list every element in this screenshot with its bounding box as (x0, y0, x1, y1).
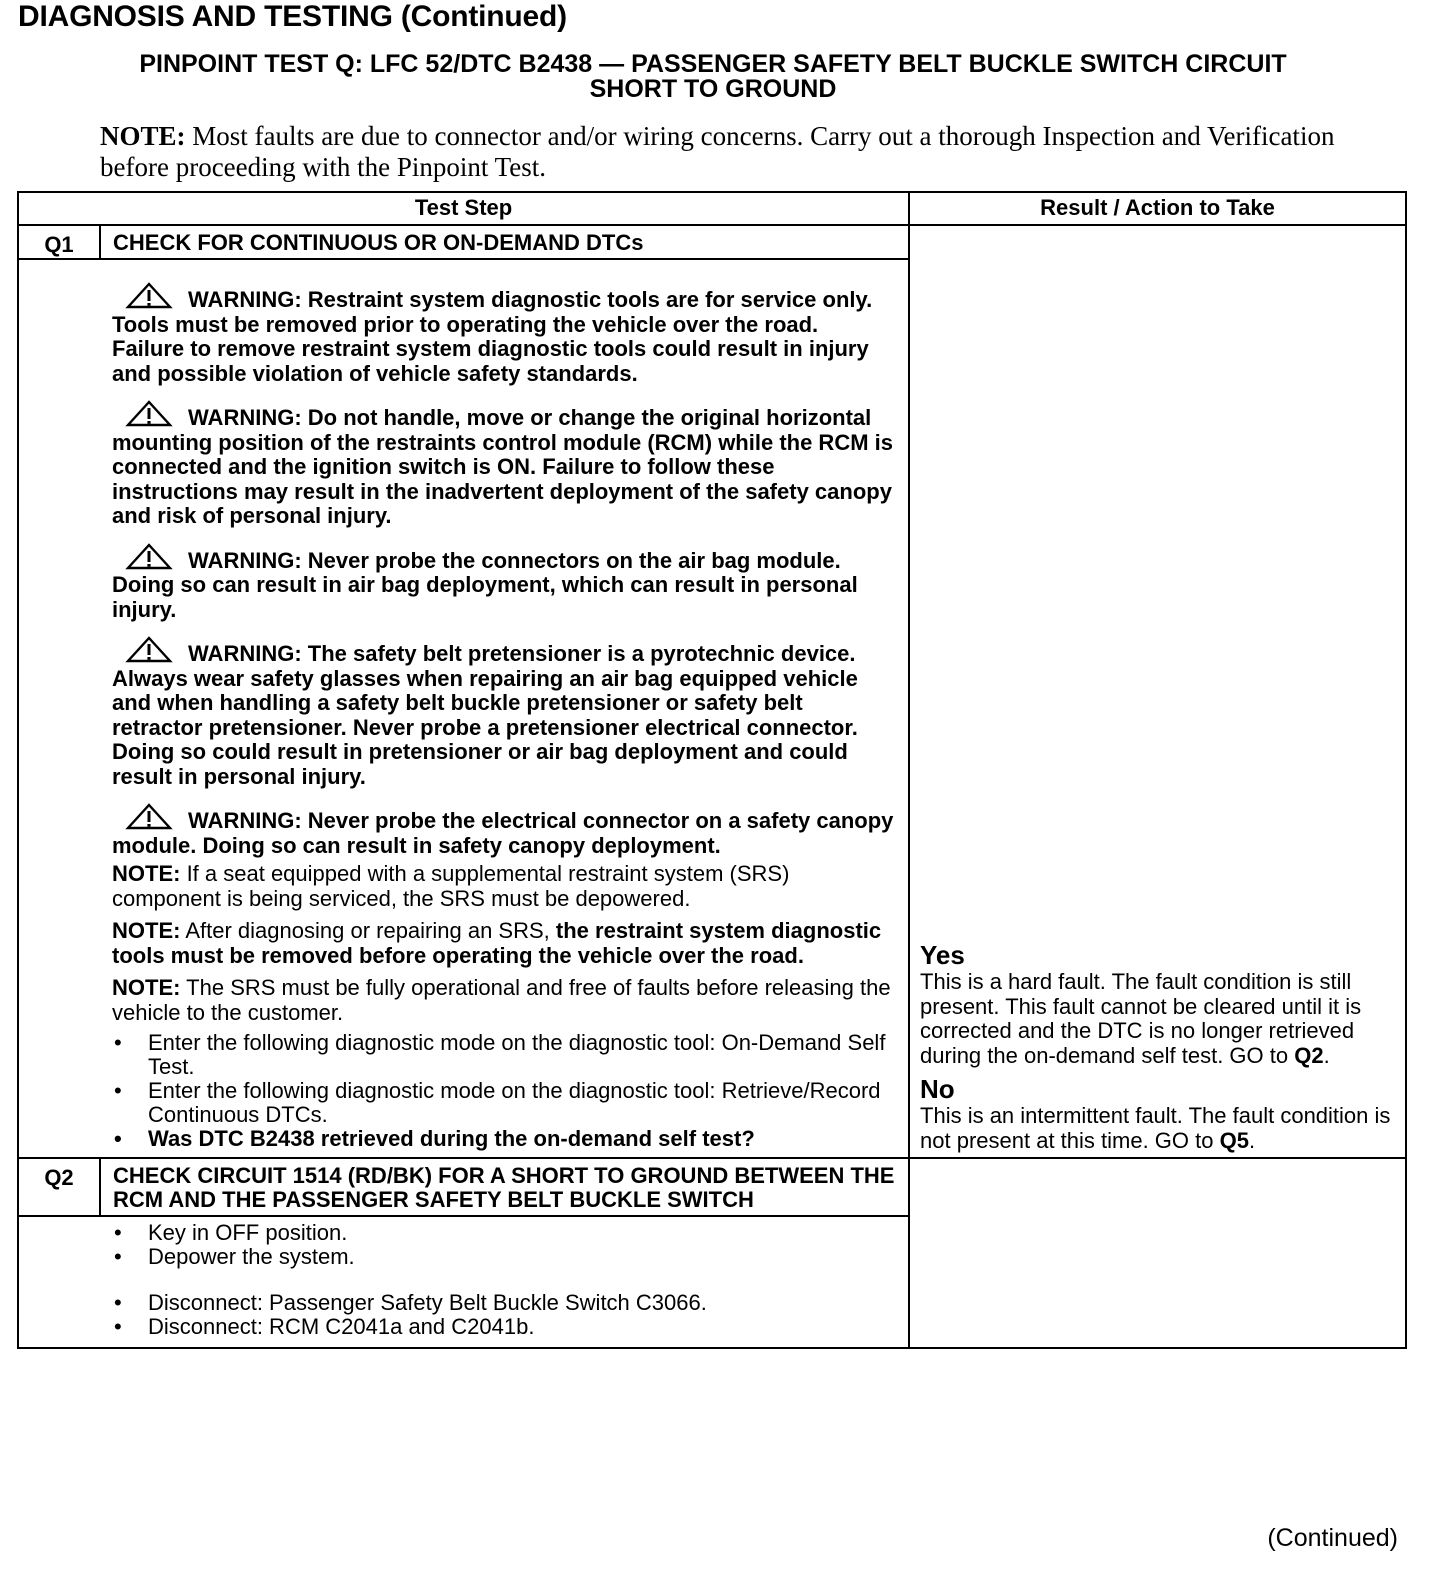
warning-4: WARNING: The safety belt pretensioner is a pyrotechnic device. Always wear safety glasses when repairing an air bag equipped vehicle and when handling a safety belt buckle pretensioner or safety belt retractor pretensioner. Never probe a pretensioner electrical connector. Doing so could result in pretensioner or air bag deployment and could result in personal injury. (112, 636, 896, 789)
goto-q2-link: Q2 (1294, 1042, 1324, 1068)
step-q2-bullets-b (112, 1291, 896, 1339)
answer-no-label: No (920, 1074, 955, 1104)
step-title-q1: CHECK FOR CONTINUOUS OR ON-DEMAND DTCs (100, 225, 909, 259)
top-note-label: NOTE: (100, 121, 186, 151)
list-item: • Key in OFF position. (112, 1221, 896, 1245)
warning-1: WARNING: Restraint system diagnostic tools are for service only. Tools must be removed prior to operating the vehicle over the road. Failure to remove restraint system diagnostic tools could result in injury and possible violation of vehicle safety standards. (112, 282, 896, 386)
top-note-text: Most faults are due to connector and/or wiring concerns. Carry out a thorough Inspection and Verification before proceeding with the Pinpoint Test. (100, 121, 1335, 182)
warning-2: WARNING: Do not handle, move or change the original horizontal mounting position of the restraints control module (RCM) while the RCM is connected and the ignition switch is ON. Failure to follow these instructions may result in the inadvertent deployment of the safety canopy and risk of personal injury. (112, 400, 896, 529)
warning-3: WARNING: Never probe the connectors on the air bag module. Doing so can result in air bag deployment, which can result in personal injury. (112, 543, 896, 623)
table-header-row (18, 192, 1406, 225)
step-body-q2 (100, 1216, 909, 1348)
step-body-q1 (100, 259, 909, 1158)
answer-yes-label: Yes (920, 940, 965, 970)
step-q1-bullets (112, 1031, 896, 1151)
pinpoint-title-line2: SHORT TO GROUND (589, 75, 837, 103)
warning-triangle-icon (124, 636, 174, 664)
warning-triangle-icon (124, 282, 174, 310)
warning-triangle-icon (124, 803, 174, 831)
pinpoint-test-table (17, 191, 1407, 1349)
list-item: • Depower the system. (112, 1245, 896, 1269)
note-1: NOTE: If a seat equipped with a supplemental restraint system (SRS) component is being serviced, the SRS must be depowered. (112, 861, 790, 911)
result-q1 (909, 225, 1406, 1158)
list-item: • Disconnect: Passenger Safety Belt Buckle Switch C3066. (112, 1291, 896, 1315)
pinpoint-test-title (18, 52, 1408, 102)
page-heading: DIAGNOSIS AND TESTING (Continued) (18, 0, 567, 33)
note-2: NOTE: After diagnosing or repairing an SRS, the restraint system diagnostic tools must be removed before operating the vehicle over the road. (112, 918, 882, 968)
step-q1-spacer (18, 259, 100, 1158)
list-item: • Enter the following diagnostic mode on the diagnostic tool: On-Demand Self Test. (112, 1031, 896, 1079)
col-header-result: Result / Action to Take (909, 192, 1406, 225)
result-q2 (909, 1158, 1406, 1348)
list-item: • Enter the following diagnostic mode on the diagnostic tool: Retrieve/Record Continuous DTCs. (112, 1079, 896, 1127)
warning-5: WARNING: Never probe the electrical connector on a safety canopy module. Doing so can result in safety canopy deployment. (112, 803, 896, 858)
warning-triangle-icon (124, 543, 174, 571)
note-3: NOTE: The SRS must be fully operational and free of faults before releasing the vehicle to the customer. (112, 975, 891, 1025)
step-q1-title-row (18, 225, 1406, 259)
top-note (100, 121, 1380, 183)
list-item: • Disconnect: RCM C2041a and C2041b. (112, 1315, 896, 1339)
step-q2-spacer (18, 1216, 100, 1348)
answer-no-text: This is an intermittent fault. The fault condition is not present at this time. GO to Q5. (920, 1103, 1391, 1153)
goto-q5-link: Q5 (1219, 1127, 1249, 1153)
step-q2-title-row (18, 1158, 1406, 1216)
step-id-q1: Q1 (18, 225, 100, 259)
step-id-q2: Q2 (18, 1158, 100, 1216)
pinpoint-title-line1: PINPOINT TEST Q: LFC 52/DTC B2438 — PASSENGER SAFETY BELT BUCKLE SWITCH CIRCUIT (139, 50, 1287, 78)
step-q1-question: • Was DTC B2438 retrieved during the on-demand self test? (112, 1127, 896, 1151)
step-q2-bullets-a (112, 1221, 896, 1269)
spacer (112, 1269, 896, 1291)
continued-label: (Continued) (1267, 1524, 1398, 1552)
answer-yes-text: This is a hard fault. The fault condition is still present. This fault cannot be cleared until it is corrected and the DTC is no longer retrieved during the on-demand self test. GO to Q2. (920, 969, 1362, 1068)
step-title-q2: CHECK CIRCUIT 1514 (RD/BK) FOR A SHORT TO GROUND BETWEEN THE RCM AND THE PASSENGER SAFETY BELT BUCKLE SWITCH (100, 1158, 909, 1216)
col-header-test-step: Test Step (18, 192, 909, 225)
warning-triangle-icon (124, 400, 174, 428)
